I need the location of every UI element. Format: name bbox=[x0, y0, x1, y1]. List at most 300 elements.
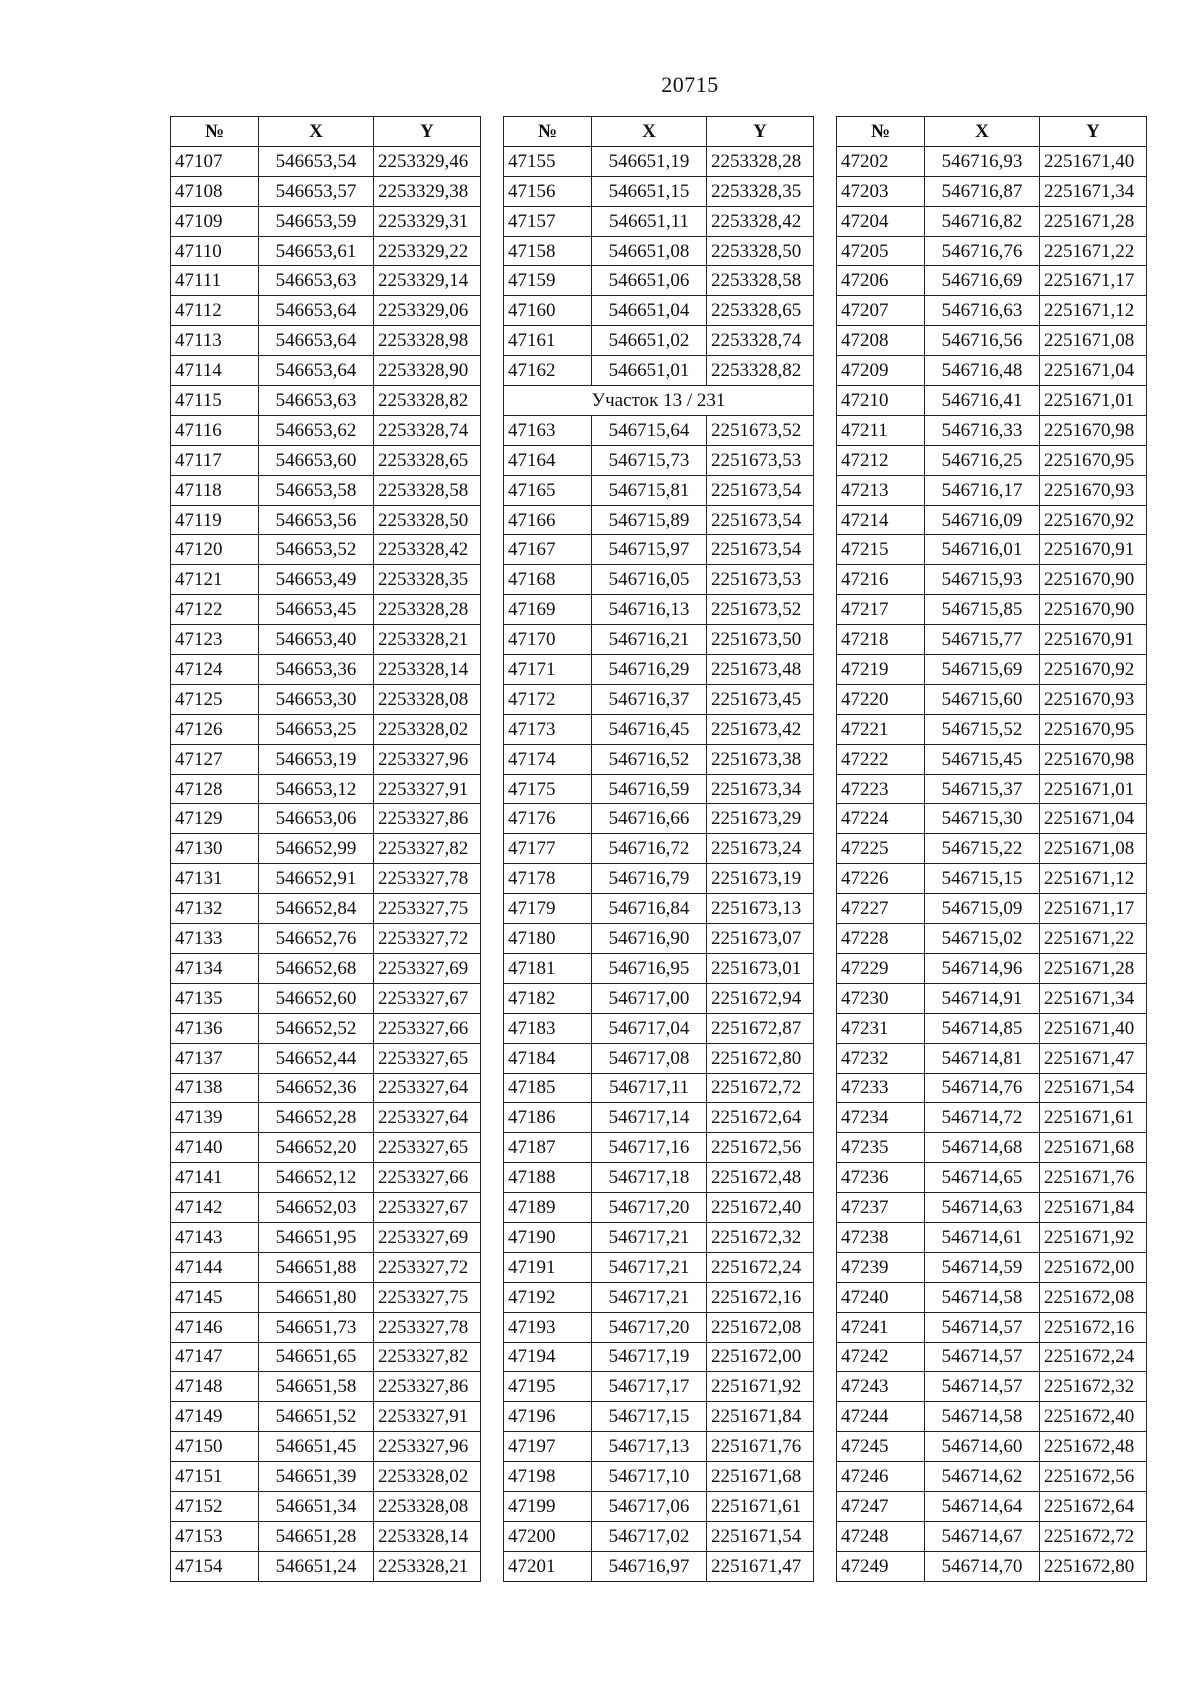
x-coordinate-cell: 546651,45 bbox=[259, 1432, 374, 1462]
section-row bbox=[504, 386, 814, 416]
point-number-cell: 47190 bbox=[504, 1222, 592, 1252]
point-number-cell: 47133 bbox=[171, 924, 259, 954]
x-coordinate-cell: 546716,33 bbox=[925, 415, 1040, 445]
x-coordinate-cell: 546716,56 bbox=[925, 326, 1040, 356]
point-number-cell: 47192 bbox=[504, 1282, 592, 1312]
point-number-cell: 47223 bbox=[837, 774, 925, 804]
x-coordinate-cell: 546717,16 bbox=[592, 1133, 707, 1163]
x-coordinate-cell: 546716,69 bbox=[925, 266, 1040, 296]
column-header-no: № bbox=[171, 117, 259, 147]
table-row bbox=[837, 744, 1147, 774]
x-coordinate-cell: 546714,72 bbox=[925, 1103, 1040, 1133]
table-row bbox=[837, 565, 1147, 595]
x-coordinate-cell: 546715,77 bbox=[925, 625, 1040, 655]
x-coordinate-cell: 546715,30 bbox=[925, 804, 1040, 834]
table-row bbox=[504, 356, 814, 386]
point-number-cell: 47152 bbox=[171, 1491, 259, 1521]
table-row bbox=[504, 565, 814, 595]
y-coordinate-cell: 2253328,50 bbox=[374, 505, 481, 535]
x-coordinate-cell: 546715,09 bbox=[925, 894, 1040, 924]
table-row bbox=[837, 924, 1147, 954]
y-coordinate-cell: 2253329,14 bbox=[374, 266, 481, 296]
y-coordinate-cell: 2251673,54 bbox=[707, 475, 814, 505]
y-coordinate-cell: 2253328,74 bbox=[374, 415, 481, 445]
x-coordinate-cell: 546714,62 bbox=[925, 1462, 1040, 1492]
table-row bbox=[504, 296, 814, 326]
point-number-cell: 47211 bbox=[837, 415, 925, 445]
table-row bbox=[837, 535, 1147, 565]
point-number-cell: 47187 bbox=[504, 1133, 592, 1163]
point-number-cell: 47139 bbox=[171, 1103, 259, 1133]
y-coordinate-cell: 2253327,64 bbox=[374, 1073, 481, 1103]
table-row bbox=[837, 834, 1147, 864]
y-coordinate-cell: 2251672,24 bbox=[707, 1252, 814, 1282]
point-number-cell: 47203 bbox=[837, 176, 925, 206]
table-header bbox=[171, 117, 481, 147]
table-row bbox=[837, 1133, 1147, 1163]
y-coordinate-cell: 2251671,76 bbox=[707, 1432, 814, 1462]
table-row bbox=[171, 505, 481, 535]
table-row bbox=[171, 146, 481, 176]
table-row bbox=[504, 1491, 814, 1521]
point-number-cell: 47218 bbox=[837, 625, 925, 655]
y-coordinate-cell: 2253328,42 bbox=[374, 535, 481, 565]
x-coordinate-cell: 546716,05 bbox=[592, 565, 707, 595]
point-number-cell: 47241 bbox=[837, 1312, 925, 1342]
y-coordinate-cell: 2251671,17 bbox=[1040, 894, 1147, 924]
x-coordinate-cell: 546651,02 bbox=[592, 326, 707, 356]
table-row bbox=[837, 1491, 1147, 1521]
y-coordinate-cell: 2253329,46 bbox=[374, 146, 481, 176]
table-row bbox=[837, 1073, 1147, 1103]
y-coordinate-cell: 2251670,91 bbox=[1040, 625, 1147, 655]
table-row bbox=[171, 1491, 481, 1521]
point-number-cell: 47222 bbox=[837, 744, 925, 774]
table-row bbox=[171, 206, 481, 236]
x-coordinate-cell: 546716,09 bbox=[925, 505, 1040, 535]
table-row bbox=[837, 266, 1147, 296]
column-header-y: Y bbox=[374, 117, 481, 147]
table-row bbox=[837, 1551, 1147, 1581]
coordinates-table-1 bbox=[170, 116, 481, 1582]
point-number-cell: 47243 bbox=[837, 1372, 925, 1402]
table-row bbox=[504, 1462, 814, 1492]
table-row bbox=[504, 894, 814, 924]
table-row bbox=[171, 1073, 481, 1103]
point-number-cell: 47160 bbox=[504, 296, 592, 326]
point-number-cell: 47146 bbox=[171, 1312, 259, 1342]
y-coordinate-cell: 2251671,08 bbox=[1040, 326, 1147, 356]
x-coordinate-cell: 546714,64 bbox=[925, 1491, 1040, 1521]
y-coordinate-cell: 2251673,53 bbox=[707, 565, 814, 595]
y-coordinate-cell: 2251673,48 bbox=[707, 655, 814, 685]
table-row bbox=[504, 804, 814, 834]
point-number-cell: 47142 bbox=[171, 1193, 259, 1223]
table-row bbox=[837, 595, 1147, 625]
point-number-cell: 47221 bbox=[837, 714, 925, 744]
y-coordinate-cell: 2251672,08 bbox=[707, 1312, 814, 1342]
table-row bbox=[171, 1193, 481, 1223]
x-coordinate-cell: 546716,01 bbox=[925, 535, 1040, 565]
x-coordinate-cell: 546653,64 bbox=[259, 356, 374, 386]
point-number-cell: 47181 bbox=[504, 953, 592, 983]
point-number-cell: 47162 bbox=[504, 356, 592, 386]
x-coordinate-cell: 546715,73 bbox=[592, 445, 707, 475]
table-row bbox=[837, 1103, 1147, 1133]
x-coordinate-cell: 546715,45 bbox=[925, 744, 1040, 774]
table-row bbox=[837, 864, 1147, 894]
point-number-cell: 47247 bbox=[837, 1491, 925, 1521]
point-number-cell: 47125 bbox=[171, 684, 259, 714]
table-row bbox=[504, 595, 814, 625]
x-coordinate-cell: 546653,30 bbox=[259, 684, 374, 714]
column-header-no: № bbox=[837, 117, 925, 147]
point-number-cell: 47194 bbox=[504, 1342, 592, 1372]
table-row bbox=[171, 953, 481, 983]
table-row bbox=[171, 1551, 481, 1581]
y-coordinate-cell: 2251671,92 bbox=[1040, 1222, 1147, 1252]
point-number-cell: 47193 bbox=[504, 1312, 592, 1342]
table-row bbox=[171, 326, 481, 356]
table-row bbox=[171, 744, 481, 774]
x-coordinate-cell: 546651,19 bbox=[592, 146, 707, 176]
x-coordinate-cell: 546716,93 bbox=[925, 146, 1040, 176]
x-coordinate-cell: 546653,36 bbox=[259, 655, 374, 685]
y-coordinate-cell: 2253328,58 bbox=[707, 266, 814, 296]
y-coordinate-cell: 2251671,40 bbox=[1040, 146, 1147, 176]
point-number-cell: 47118 bbox=[171, 475, 259, 505]
x-coordinate-cell: 546653,49 bbox=[259, 565, 374, 595]
x-coordinate-cell: 546714,81 bbox=[925, 1043, 1040, 1073]
y-coordinate-cell: 2251671,08 bbox=[1040, 834, 1147, 864]
y-coordinate-cell: 2251672,32 bbox=[707, 1222, 814, 1252]
y-coordinate-cell: 2251670,91 bbox=[1040, 535, 1147, 565]
y-coordinate-cell: 2251671,84 bbox=[1040, 1193, 1147, 1223]
point-number-cell: 47115 bbox=[171, 386, 259, 416]
point-number-cell: 47157 bbox=[504, 206, 592, 236]
x-coordinate-cell: 546714,76 bbox=[925, 1073, 1040, 1103]
x-coordinate-cell: 546716,52 bbox=[592, 744, 707, 774]
x-coordinate-cell: 546715,15 bbox=[925, 864, 1040, 894]
page-number: 20715 bbox=[661, 72, 719, 97]
point-number-cell: 47201 bbox=[504, 1551, 592, 1581]
y-coordinate-cell: 2251673,50 bbox=[707, 625, 814, 655]
y-coordinate-cell: 2253327,86 bbox=[374, 804, 481, 834]
table-row bbox=[837, 684, 1147, 714]
point-number-cell: 47202 bbox=[837, 146, 925, 176]
point-number-cell: 47110 bbox=[171, 236, 259, 266]
table-row bbox=[837, 326, 1147, 356]
point-number-cell: 47204 bbox=[837, 206, 925, 236]
x-coordinate-cell: 546715,60 bbox=[925, 684, 1040, 714]
y-coordinate-cell: 2251671,92 bbox=[707, 1372, 814, 1402]
column-header-y: Y bbox=[707, 117, 814, 147]
table-row bbox=[837, 774, 1147, 804]
x-coordinate-cell: 546717,20 bbox=[592, 1312, 707, 1342]
table-row bbox=[837, 1252, 1147, 1282]
x-coordinate-cell: 546714,58 bbox=[925, 1402, 1040, 1432]
table-row bbox=[171, 1372, 481, 1402]
y-coordinate-cell: 2251670,92 bbox=[1040, 655, 1147, 685]
x-coordinate-cell: 546651,04 bbox=[592, 296, 707, 326]
y-coordinate-cell: 2251671,22 bbox=[1040, 924, 1147, 954]
y-coordinate-cell: 2251670,93 bbox=[1040, 475, 1147, 505]
point-number-cell: 47135 bbox=[171, 983, 259, 1013]
x-coordinate-cell: 546653,52 bbox=[259, 535, 374, 565]
point-number-cell: 47199 bbox=[504, 1491, 592, 1521]
y-coordinate-cell: 2253327,96 bbox=[374, 1432, 481, 1462]
y-coordinate-cell: 2253328,65 bbox=[707, 296, 814, 326]
table-row bbox=[504, 146, 814, 176]
table-row bbox=[171, 1252, 481, 1282]
table-row bbox=[504, 924, 814, 954]
table-row bbox=[171, 714, 481, 744]
x-coordinate-cell: 546653,61 bbox=[259, 236, 374, 266]
y-coordinate-cell: 2251672,72 bbox=[707, 1073, 814, 1103]
column-header-x: X bbox=[925, 117, 1040, 147]
y-coordinate-cell: 2251670,93 bbox=[1040, 684, 1147, 714]
y-coordinate-cell: 2251671,61 bbox=[707, 1491, 814, 1521]
point-number-cell: 47137 bbox=[171, 1043, 259, 1073]
x-coordinate-cell: 546714,58 bbox=[925, 1282, 1040, 1312]
y-coordinate-cell: 2251671,34 bbox=[1040, 983, 1147, 1013]
x-coordinate-cell: 546651,06 bbox=[592, 266, 707, 296]
table-row bbox=[171, 236, 481, 266]
y-coordinate-cell: 2251671,61 bbox=[1040, 1103, 1147, 1133]
table-row bbox=[504, 266, 814, 296]
table-row bbox=[171, 1432, 481, 1462]
y-coordinate-cell: 2253328,90 bbox=[374, 356, 481, 386]
y-coordinate-cell: 2251671,12 bbox=[1040, 864, 1147, 894]
x-coordinate-cell: 546716,84 bbox=[592, 894, 707, 924]
table-row bbox=[171, 386, 481, 416]
table-row bbox=[837, 1521, 1147, 1551]
x-coordinate-cell: 546714,60 bbox=[925, 1432, 1040, 1462]
y-coordinate-cell: 2251671,01 bbox=[1040, 774, 1147, 804]
x-coordinate-cell: 546716,95 bbox=[592, 953, 707, 983]
table-row bbox=[504, 445, 814, 475]
point-number-cell: 47205 bbox=[837, 236, 925, 266]
x-coordinate-cell: 546716,66 bbox=[592, 804, 707, 834]
point-number-cell: 47123 bbox=[171, 625, 259, 655]
x-coordinate-cell: 546653,40 bbox=[259, 625, 374, 655]
y-coordinate-cell: 2251672,32 bbox=[1040, 1372, 1147, 1402]
coordinates-table-3 bbox=[836, 116, 1147, 1582]
x-coordinate-cell: 546715,64 bbox=[592, 415, 707, 445]
table-row bbox=[837, 1432, 1147, 1462]
x-coordinate-cell: 546715,97 bbox=[592, 535, 707, 565]
table-row bbox=[837, 1312, 1147, 1342]
x-coordinate-cell: 546652,03 bbox=[259, 1193, 374, 1223]
x-coordinate-cell: 546651,39 bbox=[259, 1462, 374, 1492]
table-row bbox=[504, 1521, 814, 1551]
y-coordinate-cell: 2253327,72 bbox=[374, 924, 481, 954]
point-number-cell: 47197 bbox=[504, 1432, 592, 1462]
y-coordinate-cell: 2251670,98 bbox=[1040, 415, 1147, 445]
table-row bbox=[837, 236, 1147, 266]
table-row bbox=[504, 206, 814, 236]
point-number-cell: 47131 bbox=[171, 864, 259, 894]
y-coordinate-cell: 2251673,24 bbox=[707, 834, 814, 864]
y-coordinate-cell: 2251673,19 bbox=[707, 864, 814, 894]
table-row bbox=[837, 1282, 1147, 1312]
table-row bbox=[504, 625, 814, 655]
point-number-cell: 47180 bbox=[504, 924, 592, 954]
table-row bbox=[504, 655, 814, 685]
y-coordinate-cell: 2251673,07 bbox=[707, 924, 814, 954]
point-number-cell: 47224 bbox=[837, 804, 925, 834]
y-coordinate-cell: 2253328,42 bbox=[707, 206, 814, 236]
table-row bbox=[171, 894, 481, 924]
table-row bbox=[504, 1043, 814, 1073]
y-coordinate-cell: 2253329,22 bbox=[374, 236, 481, 266]
y-coordinate-cell: 2251672,64 bbox=[1040, 1491, 1147, 1521]
x-coordinate-cell: 546652,84 bbox=[259, 894, 374, 924]
y-coordinate-cell: 2251672,56 bbox=[707, 1133, 814, 1163]
y-coordinate-cell: 2253329,38 bbox=[374, 176, 481, 206]
point-number-cell: 47155 bbox=[504, 146, 592, 176]
y-coordinate-cell: 2253327,65 bbox=[374, 1043, 481, 1073]
y-coordinate-cell: 2253328,28 bbox=[374, 595, 481, 625]
point-number-cell: 47208 bbox=[837, 326, 925, 356]
point-number-cell: 47232 bbox=[837, 1043, 925, 1073]
y-coordinate-cell: 2251673,52 bbox=[707, 595, 814, 625]
x-coordinate-cell: 546651,88 bbox=[259, 1252, 374, 1282]
table-row bbox=[171, 655, 481, 685]
column-header-y: Y bbox=[1040, 117, 1147, 147]
point-number-cell: 47207 bbox=[837, 296, 925, 326]
table-row bbox=[171, 1013, 481, 1043]
point-number-cell: 47237 bbox=[837, 1193, 925, 1223]
y-coordinate-cell: 2253327,75 bbox=[374, 1282, 481, 1312]
y-coordinate-cell: 2251672,80 bbox=[707, 1043, 814, 1073]
column-header-x: X bbox=[259, 117, 374, 147]
point-number-cell: 47107 bbox=[171, 146, 259, 176]
y-coordinate-cell: 2251672,08 bbox=[1040, 1282, 1147, 1312]
point-number-cell: 47244 bbox=[837, 1402, 925, 1432]
x-coordinate-cell: 546653,64 bbox=[259, 326, 374, 356]
point-number-cell: 47161 bbox=[504, 326, 592, 356]
y-coordinate-cell: 2251672,64 bbox=[707, 1103, 814, 1133]
table-row bbox=[171, 1342, 481, 1372]
x-coordinate-cell: 546716,87 bbox=[925, 176, 1040, 206]
y-coordinate-cell: 2251672,72 bbox=[1040, 1521, 1147, 1551]
table-row bbox=[504, 1312, 814, 1342]
table-row bbox=[837, 1163, 1147, 1193]
y-coordinate-cell: 2253328,65 bbox=[374, 445, 481, 475]
x-coordinate-cell: 546715,37 bbox=[925, 774, 1040, 804]
x-coordinate-cell: 546716,90 bbox=[592, 924, 707, 954]
point-number-cell: 47225 bbox=[837, 834, 925, 864]
y-coordinate-cell: 2253328,08 bbox=[374, 1491, 481, 1521]
x-coordinate-cell: 546714,57 bbox=[925, 1372, 1040, 1402]
point-number-cell: 47149 bbox=[171, 1402, 259, 1432]
table-row bbox=[504, 236, 814, 266]
table-row bbox=[504, 535, 814, 565]
point-number-cell: 47188 bbox=[504, 1163, 592, 1193]
y-coordinate-cell: 2251672,40 bbox=[1040, 1402, 1147, 1432]
y-coordinate-cell: 2253328,21 bbox=[374, 1551, 481, 1581]
point-number-cell: 47185 bbox=[504, 1073, 592, 1103]
point-number-cell: 47198 bbox=[504, 1462, 592, 1492]
x-coordinate-cell: 546716,29 bbox=[592, 655, 707, 685]
point-number-cell: 47236 bbox=[837, 1163, 925, 1193]
x-coordinate-cell: 546716,97 bbox=[592, 1551, 707, 1581]
y-coordinate-cell: 2253328,21 bbox=[374, 625, 481, 655]
point-number-cell: 47150 bbox=[171, 1432, 259, 1462]
point-number-cell: 47127 bbox=[171, 744, 259, 774]
point-number-cell: 47215 bbox=[837, 535, 925, 565]
point-number-cell: 47122 bbox=[171, 595, 259, 625]
point-number-cell: 47163 bbox=[504, 415, 592, 445]
point-number-cell: 47167 bbox=[504, 535, 592, 565]
x-coordinate-cell: 546652,76 bbox=[259, 924, 374, 954]
point-number-cell: 47143 bbox=[171, 1222, 259, 1252]
table-row bbox=[837, 1193, 1147, 1223]
point-number-cell: 47151 bbox=[171, 1462, 259, 1492]
x-coordinate-cell: 546714,85 bbox=[925, 1013, 1040, 1043]
y-coordinate-cell: 2251671,54 bbox=[707, 1521, 814, 1551]
point-number-cell: 47248 bbox=[837, 1521, 925, 1551]
x-coordinate-cell: 546714,91 bbox=[925, 983, 1040, 1013]
header-row bbox=[504, 117, 814, 147]
point-number-cell: 47130 bbox=[171, 834, 259, 864]
table-row bbox=[504, 1193, 814, 1223]
table-row bbox=[171, 1103, 481, 1133]
table-row bbox=[837, 655, 1147, 685]
table-row bbox=[504, 505, 814, 535]
table-row bbox=[837, 1013, 1147, 1043]
y-coordinate-cell: 2251673,54 bbox=[707, 505, 814, 535]
y-coordinate-cell: 2251670,90 bbox=[1040, 595, 1147, 625]
point-number-cell: 47174 bbox=[504, 744, 592, 774]
table-row bbox=[171, 1462, 481, 1492]
x-coordinate-cell: 546714,96 bbox=[925, 953, 1040, 983]
table-row bbox=[504, 415, 814, 445]
table-row bbox=[837, 1043, 1147, 1073]
point-number-cell: 47175 bbox=[504, 774, 592, 804]
table-row bbox=[171, 774, 481, 804]
point-number-cell: 47245 bbox=[837, 1432, 925, 1462]
table-row bbox=[504, 475, 814, 505]
table-row bbox=[504, 1013, 814, 1043]
x-coordinate-cell: 546717,06 bbox=[592, 1491, 707, 1521]
x-coordinate-cell: 546652,20 bbox=[259, 1133, 374, 1163]
y-coordinate-cell: 2251671,54 bbox=[1040, 1073, 1147, 1103]
table-row bbox=[171, 1043, 481, 1073]
x-coordinate-cell: 546715,93 bbox=[925, 565, 1040, 595]
y-coordinate-cell: 2253327,64 bbox=[374, 1103, 481, 1133]
y-coordinate-cell: 2253328,82 bbox=[374, 386, 481, 416]
point-number-cell: 47170 bbox=[504, 625, 592, 655]
x-coordinate-cell: 546717,14 bbox=[592, 1103, 707, 1133]
table-row bbox=[171, 1282, 481, 1312]
x-coordinate-cell: 546651,34 bbox=[259, 1491, 374, 1521]
table-row bbox=[171, 684, 481, 714]
y-coordinate-cell: 2253329,31 bbox=[374, 206, 481, 236]
x-coordinate-cell: 546716,59 bbox=[592, 774, 707, 804]
y-coordinate-cell: 2251673,34 bbox=[707, 774, 814, 804]
y-coordinate-cell: 2251670,95 bbox=[1040, 445, 1147, 475]
x-coordinate-cell: 546714,67 bbox=[925, 1521, 1040, 1551]
point-number-cell: 47111 bbox=[171, 266, 259, 296]
x-coordinate-cell: 546715,22 bbox=[925, 834, 1040, 864]
table-row bbox=[171, 445, 481, 475]
x-coordinate-cell: 546652,44 bbox=[259, 1043, 374, 1073]
point-number-cell: 47134 bbox=[171, 953, 259, 983]
y-coordinate-cell: 2251673,42 bbox=[707, 714, 814, 744]
coordinates-table-2 bbox=[503, 116, 814, 1582]
